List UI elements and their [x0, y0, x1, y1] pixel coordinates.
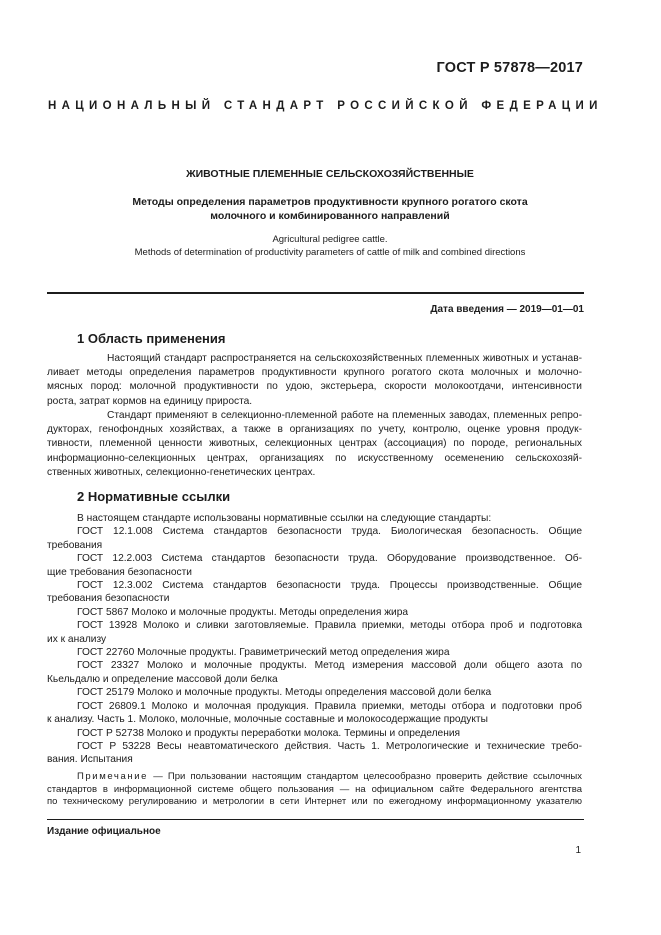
- national-standard-heading: НАЦИОНАЛЬНЫЙ СТАНДАРТ РОССИЙСКОЙ ФЕДЕРАЦИИ: [48, 100, 603, 112]
- document-number: ГОСТ Р 57878—2017: [436, 60, 583, 76]
- text-line: тивности, племенной ценности животных, селекционных центрах (ассоциация) по породе, региональных: [47, 438, 582, 450]
- note-line: по техническому регулированию и метрологии в сети Интернет или по ежегодному информационному указателю: [47, 796, 582, 807]
- note-line: [47, 771, 582, 784]
- text-line: дукторах, генофондных хозяйствах, а также в организациях по учету, контролю, оценке уровня продук-: [47, 424, 582, 436]
- english-title-line: Agricultural pedigree cattle.: [272, 234, 388, 245]
- note-label: Примечание: [77, 771, 148, 782]
- text-line: мясных пород: молочной продуктивности по удою, экстерьера, скорости молокоотдачи, интенсивности: [47, 381, 582, 393]
- section-heading-references: 2 Нормативные ссылки: [77, 489, 231, 504]
- reference-line: ГОСТ 12.3.002 Система стандартов безопасности труда. Процессы производственные. Общие: [77, 580, 582, 592]
- note-text: — При пользовании настоящим стандартом целесообразно проверить действие ссылочных: [148, 771, 582, 782]
- reference-line: ГОСТ 12.2.003 Система стандартов безопасности труда. Оборудование производственное. Об-: [77, 553, 582, 565]
- note-line: стандартов в информационной системе общего пользования — на официальном сайте Федерального агентства: [47, 783, 582, 795]
- text-line: Стандарт применяют в селекционно-племенной работе на племенных заводах, племенных репро-: [107, 410, 582, 421]
- scope-paragraph-2: [47, 409, 582, 480]
- reference-line: В настоящем стандарте использованы нормативные ссылки на следующие стандарты:: [77, 513, 492, 524]
- normative-references-list: [47, 512, 582, 767]
- text-line: ственных животных, селекционно-генетических центрах.: [47, 466, 316, 478]
- reference-line: ГОСТ Р 53228 Весы неавтоматического действия. Часть 1. Метрологические и технические требо-: [77, 740, 582, 752]
- subtitle-line: молочного и комбинированного направлений: [210, 210, 450, 222]
- reference-line: их к анализу: [47, 633, 107, 645]
- footer-divider: [47, 819, 584, 820]
- page-number: 1: [575, 845, 581, 856]
- official-edition-label: Издание официальное: [47, 826, 161, 837]
- reference-line: требования безопасности: [47, 593, 170, 605]
- title-divider: [47, 292, 584, 294]
- subtitle-line: Методы определения параметров продуктивности крупного рогатого скота: [132, 196, 528, 208]
- reference-line: ГОСТ 25179 Молоко и молочные продукты. Методы определения массовой доли белка: [77, 687, 492, 699]
- section-heading-scope: 1 Область применения: [77, 331, 226, 346]
- reference-line: щие требования безопасности: [47, 566, 192, 578]
- reference-line: ГОСТ 12.1.008 Система стандартов безопасности труда. Биологическая безопасность. Общие: [77, 526, 582, 538]
- reference-line: ГОСТ 13928 Молоко и сливки заготовляемые. Правила приемки, методы отбора проб и подготовка: [77, 620, 582, 632]
- reference-line: ГОСТ 26809.1 Молоко и молочная продукция. Правила приемки, методы отбора и подготовки проб: [77, 700, 582, 712]
- standard-title: ЖИВОТНЫЕ ПЛЕМЕННЫЕ СЕЛЬСКОХОЗЯЙСТВЕННЫЕ: [186, 168, 474, 180]
- reference-line: ГОСТ 23327 Молоко и молочные продукты. Метод измерения массовой доли общего азота по: [77, 660, 582, 672]
- reference-line: ГОСТ Р 52738 Молоко и продукты переработки молока. Термины и определения: [77, 727, 461, 739]
- english-title: [60, 233, 600, 259]
- text-line: Настоящий стандарт распространяется на сельскохозяйственных племенных животных и устанав-: [107, 353, 582, 364]
- reference-line: требования: [47, 539, 103, 551]
- scope-paragraph-1: [47, 352, 582, 409]
- note-block: [47, 771, 582, 809]
- reference-line: к анализу. Часть 1. Молоко, молочные, молочные составные и молокосодержащие продукты: [47, 714, 488, 726]
- standard-subtitle: [60, 195, 600, 223]
- introduction-date: Дата введения — 2019—01—01: [430, 304, 584, 315]
- text-line: ливает методы определения параметров продуктивности крупного рогатого скота молочных и молочно-: [47, 367, 582, 379]
- reference-line: Кьельдалю и определение массовой доли белка: [47, 673, 278, 685]
- reference-line: ГОСТ 22760 Молочные продукты. Гравиметрический метод определения жира: [77, 647, 450, 659]
- reference-line: ГОСТ 5867 Молоко и молочные продукты. Методы определения жира: [77, 606, 409, 618]
- reference-line: вания. Испытания: [47, 754, 133, 766]
- english-title-line: Methods of determination of productivity parameters of cattle of milk and combined directions: [134, 247, 526, 258]
- text-line: роста, затрат кормов на единицу прироста.: [47, 395, 253, 407]
- text-line: информационно-селекционных центрах, организациях по искусственному осеменению сельскохозяй-: [47, 452, 582, 464]
